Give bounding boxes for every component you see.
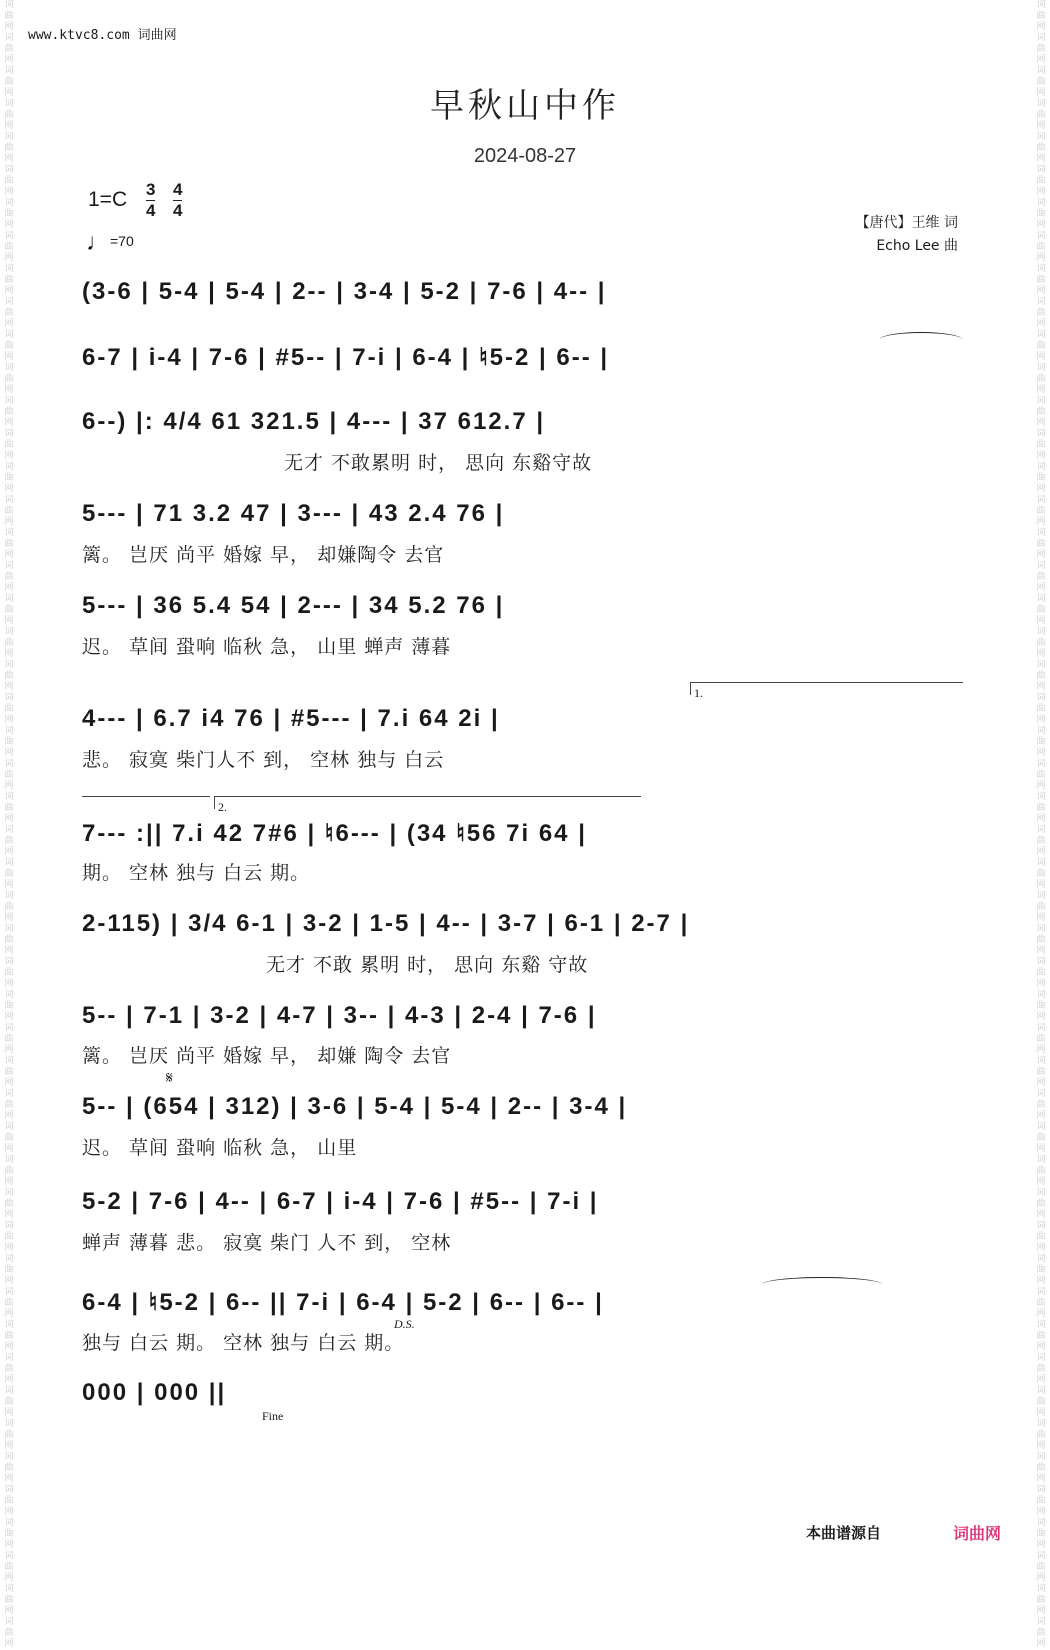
watermark-right: 词曲网词曲网词曲网词曲网词曲网词曲网词曲网词曲网词曲网词曲网词曲网词曲网词曲网词曲网词曲网词曲网词曲网词曲网词曲网词曲网词曲网词曲网词曲网词曲网词曲网词曲网词曲网词曲网词曲网词曲网词曲网词曲网词曲网词曲网词曲网词曲网词曲网词曲网词曲网词曲网词曲网词曲网词曲网词曲网词曲网词曲网词曲网词曲网词曲网词曲网 <box>1036 0 1046 1649</box>
key-signature: 1=C <box>88 188 128 211</box>
time-sig-denominator: 4 <box>173 201 183 220</box>
brand-logo[interactable]: 词曲网 <box>953 1524 1002 1543</box>
time-sig-denominator: 4 <box>146 201 156 220</box>
lyrics-row-10: 迟。 草间 蛩响 临秋 急， 山里 <box>82 1137 358 1159</box>
segno-icon: 𝄋 <box>166 1070 173 1087</box>
composer-credit: Echo Lee 曲 <box>876 238 958 254</box>
score-row-3: 6--) |: 4/4 61 321.5 | 4--- | 37 612.7 | <box>82 408 546 435</box>
score-row-1: (3-6 | 5-4 | 5-4 | 2-- | 3-4 | 5-2 | 7-6 | 4-- | <box>82 278 607 305</box>
time-signature-3-4 <box>146 181 155 220</box>
lyrics-row-11: 蝉声 薄暮 悲。 寂寞 柴门 人不 到， 空林 <box>82 1232 452 1254</box>
lyrics-row-7: 期。 空林 独与 白云 期。 <box>82 862 311 884</box>
lyrics-row-3: 无才 不敢累明 时， 思向 东谿守故 <box>284 452 593 474</box>
volta-bracket-1 <box>690 682 963 695</box>
score-row-9: 5-- | 7-1 | 3-2 | 4-7 | 3-- | 4-3 | 2-4 | 7-6 | <box>82 1002 597 1029</box>
volta-1-label: 1. <box>694 686 703 700</box>
score-row-10: 5-- | (654 | 312) | 3-6 | 5-4 | 5-4 | 2-- | 3-4 | <box>82 1093 628 1120</box>
watermark-left: 词曲网词曲网词曲网词曲网词曲网词曲网词曲网词曲网词曲网词曲网词曲网词曲网词曲网词曲网词曲网词曲网词曲网词曲网词曲网词曲网词曲网词曲网词曲网词曲网词曲网词曲网词曲网词曲网词曲网词曲网词曲网词曲网词曲网词曲网词曲网词曲网词曲网词曲网词曲网词曲网词曲网词曲网词曲网词曲网词曲网词曲网词曲网词曲网词曲网词曲网 <box>4 0 14 1649</box>
ds-marking: D.S. <box>394 1317 415 1331</box>
song-date: 2024-08-27 <box>473 145 577 167</box>
volta-bracket-2 <box>214 796 641 809</box>
lyrics-row-4: 篱。 岂厌 尚平 婚嫁 早， 却嫌陶令 去官 <box>82 544 445 566</box>
tempo-value: =70 <box>110 233 134 249</box>
tempo-marking <box>86 229 134 257</box>
score-row-12: 6-4 | ♮5-2 | 6-- || 7-i | 6-4 | 5-2 | 6-- | 6-- | <box>82 1289 604 1316</box>
song-title: 早秋山中作 <box>430 86 620 126</box>
score-row-6: 4--- | 6.7 i4 76 | #5--- | 7.i 64 2i | <box>82 705 500 732</box>
lyrics-row-12: 独与 白云 期。 空林 独与 白云 期。 <box>82 1332 405 1354</box>
tie-mark <box>880 332 962 347</box>
score-row-7: 7--- :|| 7.i 42 7#6 | ♮6--- | (34 ♮56 7i 64 | <box>82 820 587 847</box>
volta-2-label: 2. <box>218 800 227 814</box>
score-row-11: 5-2 | 7-6 | 4-- | 6-7 | i-4 | 7-6 | #5-- | 7-i | <box>82 1188 599 1215</box>
fine-marking: Fine <box>262 1409 284 1423</box>
poet-credit: 【唐代】王维 词 <box>855 215 958 231</box>
lyrics-row-5: 迟。 草间 蛩响 临秋 急， 山里 蝉声 薄暮 <box>82 636 452 658</box>
score-row-2: 6-7 | i-4 | 7-6 | #5-- | 7-i | 6-4 | ♮5-2 | 6-- | <box>82 344 610 371</box>
site-url: www.ktvc8.com 词曲网 <box>28 28 177 43</box>
score-row-13: 000 | 000 || <box>82 1379 227 1406</box>
time-signature-4-4 <box>173 181 182 220</box>
time-sig-numerator: 4 <box>173 180 183 199</box>
quarter-note-icon: ♩ <box>86 229 110 256</box>
score-row-8: 2-115) | 3/4 6-1 | 3-2 | 1-5 | 4-- | 3-7 | 6-1 | 2-7 | <box>82 910 690 937</box>
score-row-4: 5--- | 71 3.2 47 | 3--- | 43 2.4 76 | <box>82 500 505 527</box>
score-row-5: 5--- | 36 5.4 54 | 2--- | 34 5.2 76 | <box>82 592 505 619</box>
lyrics-row-9: 篱。 岂厌 尚平 婚嫁 早， 却嫌 陶令 去官 <box>82 1045 452 1067</box>
lyrics-row-6: 悲。 寂寞 柴门人不 到， 空林 独与 白云 <box>82 749 445 771</box>
time-sig-numerator: 3 <box>146 180 156 199</box>
lyrics-row-8: 无才 不敢 累明 时， 思向 东谿 守故 <box>266 954 589 976</box>
source-label: 本曲谱源自 <box>806 1524 882 1542</box>
volta-1-continuation <box>82 796 210 809</box>
